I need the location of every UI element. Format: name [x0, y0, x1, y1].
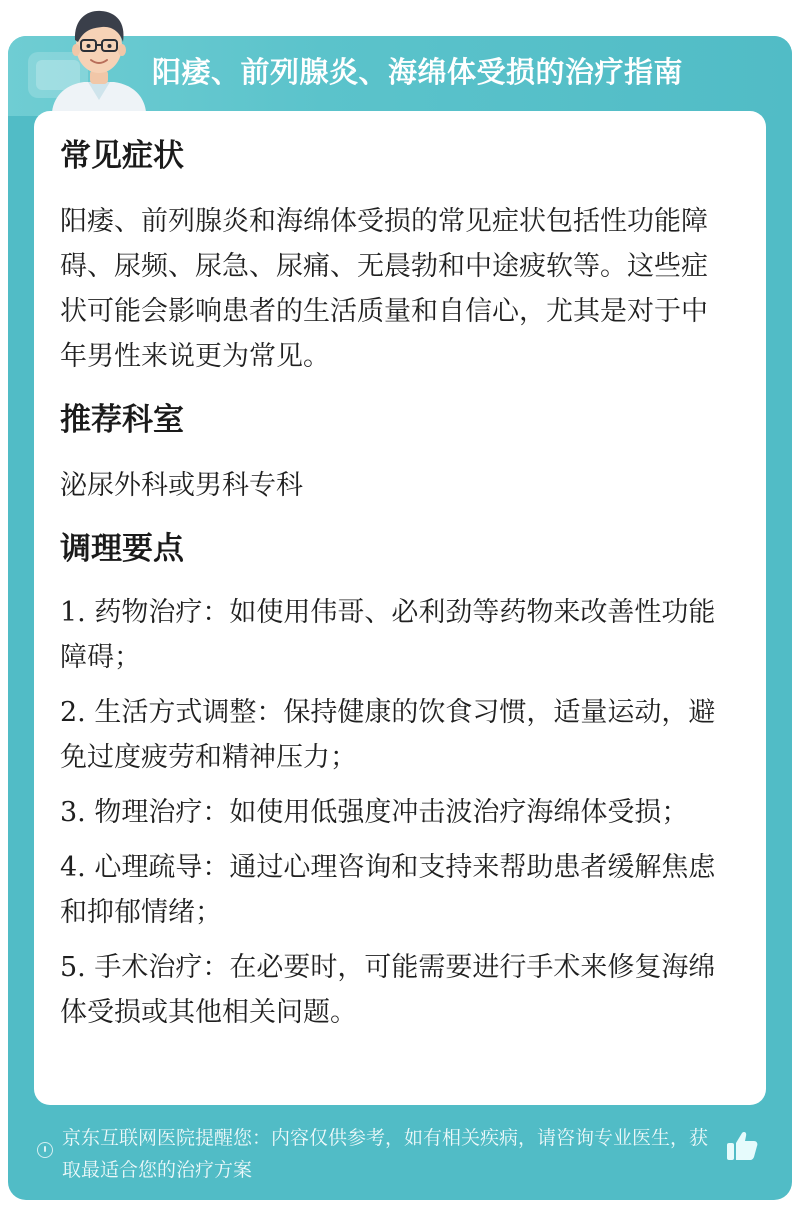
section-title-care: 调理要点	[60, 531, 184, 567]
care-item-text: 生活方式调整：保持健康的饮食习惯，适量运动，避免过度疲劳和精神压力；	[60, 697, 716, 773]
thumbs-up-icon[interactable]	[724, 1128, 760, 1164]
care-item-number: 3.	[60, 797, 86, 828]
info-icon	[37, 1142, 53, 1158]
disclaimer-text: 京东互联网医院提醒您：内容仅供参考，如有相关疾病，请咨询专业医生，获取最适合您的治疗方案	[62, 1127, 709, 1181]
care-item-text: 物理治疗：如使用低强度冲击波治疗海绵体受损；	[94, 797, 689, 828]
care-item	[60, 945, 730, 1035]
care-item-number: 5.	[60, 952, 86, 983]
care-item-text: 心理疏导：通过心理咨询和支持来帮助患者缓解焦虑和抑郁情绪；	[60, 852, 716, 928]
content-panel	[34, 111, 766, 1105]
section-title-department: 推荐科室	[60, 402, 184, 438]
care-item	[60, 845, 730, 935]
page-title: 阳痿、前列腺炎、海绵体受损的治疗指南	[152, 55, 684, 89]
care-item-number: 4.	[60, 852, 86, 883]
doctor-avatar-icon	[44, 0, 154, 112]
care-item	[60, 790, 730, 835]
care-item-number: 1.	[60, 597, 86, 628]
section-title-symptoms: 常见症状	[60, 138, 184, 174]
symptoms-text: 阳痿、前列腺炎和海绵体受损的常见症状包括性功能障碍、尿频、尿急、尿痛、无晨勃和中途疲软等。这些症状可能会影响患者的生活质量和自信心，尤其是对于中年男性来说更为常见。	[60, 206, 708, 372]
care-item	[60, 690, 730, 780]
care-item-number: 2.	[60, 697, 86, 728]
content-body	[60, 133, 730, 1035]
care-item-text: 手术治疗：在必要时，可能需要进行手术来修复海绵体受损或其他相关问题。	[60, 952, 716, 1028]
care-item	[60, 590, 730, 680]
care-item-text: 药物治疗：如使用伟哥、必利劲等药物来改善性功能障碍；	[60, 597, 716, 673]
department-text: 泌尿外科或男科专科	[60, 470, 303, 501]
